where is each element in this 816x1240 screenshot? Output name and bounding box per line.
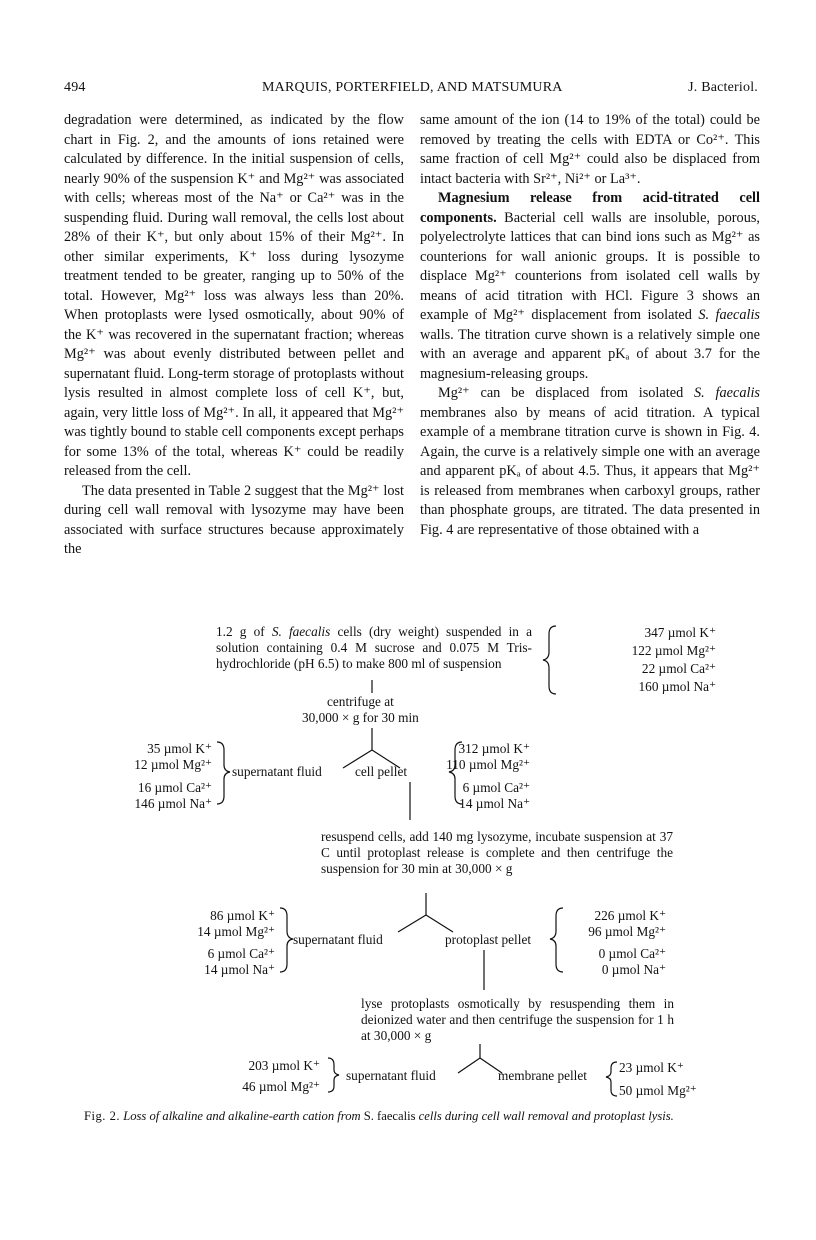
ion-value: 96 µmol Mg²⁺ (588, 924, 666, 939)
ion-value: 110 µmol Mg²⁺ (446, 757, 530, 772)
pellet-label: protoplast pellet (445, 932, 532, 947)
text-span: cells during cell wall removal and protoplast lysis. (415, 1109, 674, 1123)
lysozyme-step: resuspend cells, add 140 mg lysozyme, incubate suspension at 37 C until protoplast release is complete and then centrifuge the suspension for 30 min at 30,000 × g (321, 829, 673, 877)
pellet-label: membrane pellet (498, 1068, 587, 1083)
connector (426, 915, 453, 932)
ion-value: 35 µmol K⁺ (147, 741, 212, 756)
ion-value: 12 µmol Mg²⁺ (134, 757, 212, 772)
ion-value: 6 µmol Ca²⁺ (462, 780, 530, 795)
brace-pellet3 (606, 1062, 617, 1096)
ion-value: 23 µmol K⁺ (619, 1060, 684, 1075)
text-span: cells (dry weight) suspended in a solution containing 0.4 M sucrose and 0.075 M Tris-hydrochloride (pH 6.5) to make 800 ml of suspension (216, 624, 532, 672)
ion-value: 6 µmol Ca²⁺ (207, 946, 275, 961)
text-span: membranes also by means of acid titration. A typical example of a membrane titration curve is shown in Fig. 4. Again, the curve is a relatively simple one with an average and apparent pKₐ of about 4.5. Thus, it appears that Mg²⁺ is released from membranes when carboxyl groups, rather than phosphate groups, are titrated. The data presented in Fig. 4 are representative of those obtained with a (420, 404, 760, 538)
text-span: walls. The titration curve shown is a relatively simple one with an average and apparent pKₐ of about 3.7 for the magnesium-releasing groups. (420, 326, 760, 382)
run-in-heading: Magnesium release from acid-titrated cell components. (420, 190, 760, 226)
text-span: Loss of alkaline and alkaline-earth cation from (120, 1109, 364, 1123)
connector (458, 1058, 480, 1073)
lysis-step: lyse protoplasts osmotically by resuspending them in deionized water and then centrifuge the suspension for 1 h at 30,000 × g (361, 996, 674, 1044)
text-span: 1.2 g of (216, 624, 272, 639)
ion-value: 16 µmol Ca²⁺ (137, 780, 212, 795)
ion-value: 46 µmol Mg²⁺ (242, 1079, 320, 1094)
brace-sup3 (328, 1058, 339, 1092)
ion-value: 203 µmol K⁺ (248, 1058, 320, 1073)
ion-value: 14 µmol Na⁺ (459, 796, 530, 811)
ion-value: 347 µmol K⁺ (644, 625, 716, 640)
brace-initial (543, 626, 556, 694)
paragraph: The data presented in Table 2 suggest that the Mg²⁺ lost during cell wall removal with lysozyme may have been associated with surface structures because approximately the (64, 482, 404, 557)
centrifuge-step: centrifuge at (327, 694, 394, 709)
connector (398, 915, 426, 932)
ion-value: 312 µmol K⁺ (458, 741, 530, 756)
text-span: Mg²⁺ can be displaced from isolated (438, 385, 695, 401)
brace-pellet2 (550, 908, 563, 972)
figure-caption (84, 1108, 754, 1125)
species-name: S. faecalis (271, 624, 331, 639)
ion-value: 0 µmol Ca²⁺ (598, 946, 666, 961)
ion-value: 0 µmol Na⁺ (601, 962, 666, 977)
pellet-label: cell pellet (355, 764, 408, 779)
running-head-authors: MARQUIS, PORTERFIELD, AND MATSUMURA (262, 80, 563, 95)
ion-value: 122 µmol Mg²⁺ (631, 643, 716, 658)
ion-value: 14 µmol Na⁺ (204, 962, 275, 977)
ion-value: 226 µmol K⁺ (594, 908, 666, 923)
ion-value: 22 µmol Ca²⁺ (641, 661, 716, 676)
page-number: 494 (64, 80, 86, 95)
centrifuge-step: 30,000 × g for 30 min (302, 710, 419, 725)
paragraph: same amount of the ion (14 to 19% of the total) could be removed by treating the cells with EDTA or Co²⁺. This same fraction of cell Mg²⁺ could also be displaced from intact bacteria with Sr²⁺, Ni²⁺ or La³⁺. (420, 112, 760, 187)
paragraph: degradation were determined, as indicated by the flow chart in Fig. 2, and the amounts of ions retained were calculated by difference. In the initial suspension of cells, nearly 90% of the suspension K⁺ and Mg²⁺ was associated with cells; whereas most of the Na⁺ or Ca²⁺ was in the suspending fluid. During wall removal, the cells lost about 28% of their K⁺, but only about 15% of their Mg²⁺. In other similar experiments, K⁺ loss during lysozyme treatment tended to be greater, ranging up to 50% of the total. However, Mg²⁺ loss was always less than 20%. When protoplasts were lysed osmotically, about 90% of the K⁺ was recovered in the supernatant fraction; whereas Mg²⁺ was about evenly distributed between pellet and supernatant fluid. Long-term storage of protoplasts without lysis resulted in almost complete loss of cell K⁺, but, again, very little loss of Mg²⁺. In all, it appeared that Mg²⁺ was tightly bound to stable cell components except perhaps for some 13% of the total, whereas K⁺ could be readily released from the cell. (64, 112, 404, 479)
figure-label: Fig. 2. (84, 1109, 121, 1123)
text-span: Bacterial cell walls are insoluble, porous, polyelectrolyte lattices that can bind ions such as Mg²⁺ as counterions for wall anionic groups. It is possible to displace Mg²⁺ counterions from isolated cell walls by means of acid titration with HCl. Figure 3 shows an example of Mg²⁺ displacement from isolated (420, 209, 760, 323)
ion-value: 50 µmol Mg²⁺ (619, 1083, 697, 1098)
ion-value: 146 µmol Na⁺ (134, 796, 212, 811)
species-name: S. faecalis (694, 385, 760, 401)
supernatant-label: supernatant fluid (232, 764, 322, 779)
supernatant-label: supernatant fluid (346, 1068, 436, 1083)
ion-value: 14 µmol Mg²⁺ (197, 924, 275, 939)
ion-value: 86 µmol K⁺ (210, 908, 275, 923)
brace-sup1 (217, 742, 230, 804)
brace-sup2 (280, 908, 293, 972)
ion-value: 160 µmol Na⁺ (638, 679, 716, 694)
flow-start-step (216, 624, 532, 673)
supernatant-label: supernatant fluid (293, 932, 383, 947)
running-head-journal: J. Bacteriol. (688, 80, 758, 95)
species-name: S. faecalis (698, 307, 760, 323)
species-name: S. faecalis (363, 1109, 416, 1123)
